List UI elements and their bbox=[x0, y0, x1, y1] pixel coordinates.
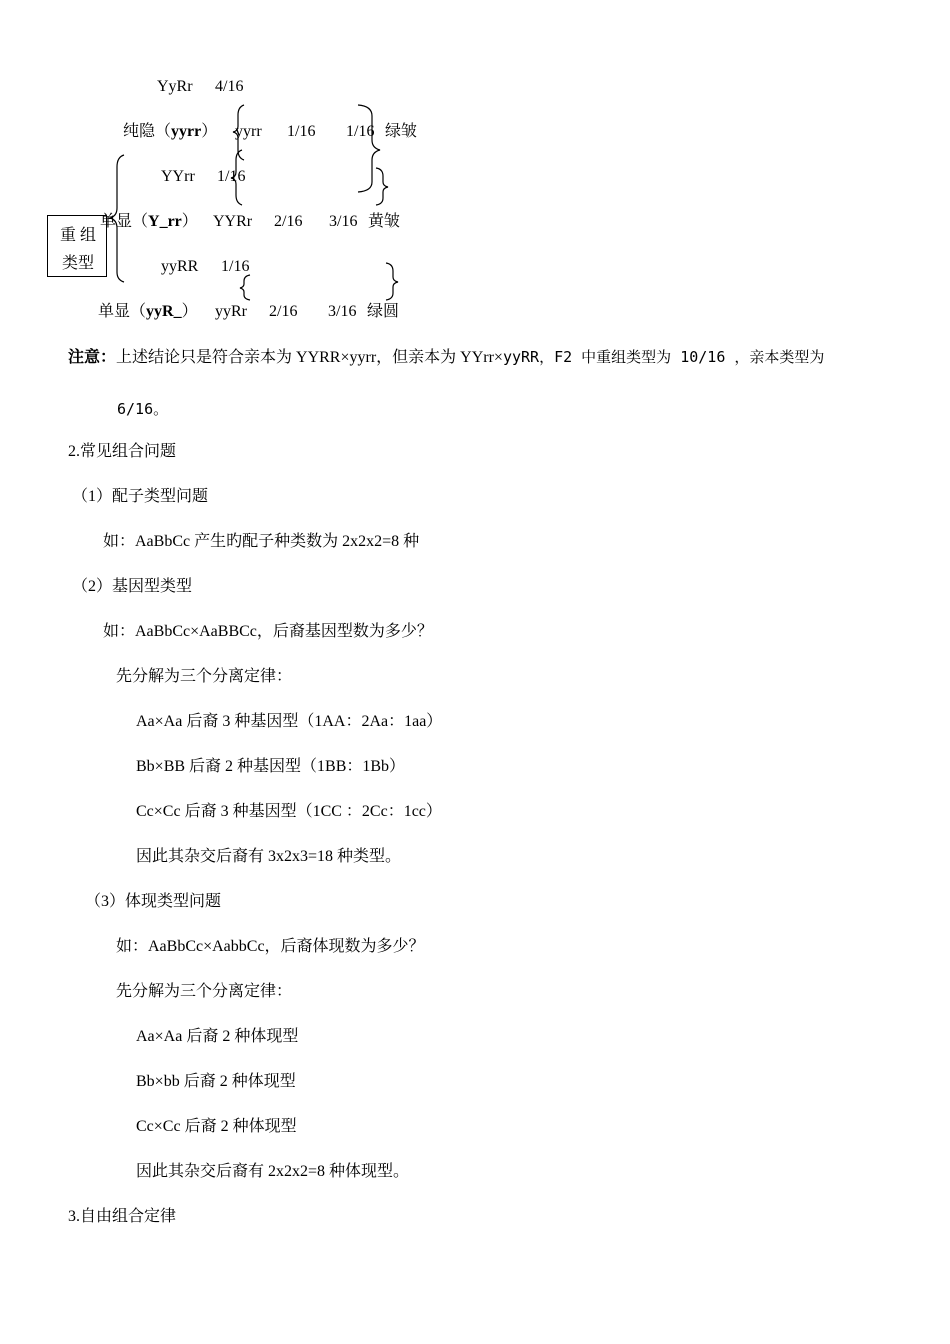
subsection-heading: （1）配子类型问题 bbox=[72, 488, 209, 505]
paragraph: 因此其杂交后裔有 2x2x2=8 种体现型。 bbox=[136, 1163, 410, 1180]
phenotype: 绿圆 bbox=[367, 303, 400, 320]
genotype: YYRr bbox=[213, 213, 253, 230]
note-text-b: yyRR，F2 中重组类型为 10/16 ，亲本类型为 bbox=[502, 348, 825, 366]
genotype: yyRR bbox=[161, 258, 199, 275]
fraction-sum: 1/16 bbox=[346, 123, 375, 140]
paragraph: Cc×Cc 后裔 3 种基因型（1CC ：2Cc：1cc） bbox=[136, 803, 442, 820]
category-label: 单显（Y_rr） bbox=[100, 213, 198, 230]
subsection-heading: （3）体现类型问题 bbox=[85, 893, 222, 910]
fraction-sum: 3/16 bbox=[328, 303, 357, 320]
category-label: 单显（yyR_） bbox=[98, 303, 198, 320]
fraction: 2/16 bbox=[274, 213, 303, 230]
fraction: 1/16 bbox=[287, 123, 316, 140]
note-line bbox=[68, 347, 824, 368]
phenotype: 黄皱 bbox=[368, 213, 401, 230]
note-text-a: 上述结论只是符合亲本为 YYRR×yyrr，但亲本为 YYrr× bbox=[116, 349, 503, 366]
left-brace-icon bbox=[110, 155, 124, 282]
phenotype: 绿皱 bbox=[385, 123, 418, 140]
box-line-1: 重 组 bbox=[59, 227, 96, 244]
paragraph: Bb×BB 后裔 2 种基因型（1BB：1Bb） bbox=[136, 758, 406, 775]
fraction-sum: 3/16 bbox=[329, 213, 358, 230]
paragraph: 如：AaBbCc×AaBBCc，后裔基因型数为多少？ bbox=[103, 623, 433, 640]
fraction: 4/16 bbox=[215, 78, 244, 95]
paragraph: 如：AaBbCc×AabbCc，后裔体现数为多少？ bbox=[116, 938, 425, 955]
genotype: yyrr bbox=[235, 123, 262, 140]
right-brace-icon bbox=[386, 263, 398, 300]
paragraph: Aa×Aa 后裔 2 种体现型 bbox=[136, 1028, 299, 1045]
box-line-2: 类型 bbox=[61, 255, 94, 272]
fraction: 1/16 bbox=[221, 258, 250, 275]
paragraph: 如：AaBbCc 产生旳配子种类数为 2x2x2=8 种 bbox=[103, 533, 420, 550]
left-brace-icon bbox=[240, 275, 250, 300]
fraction: 2/16 bbox=[269, 303, 298, 320]
genotype: yyRr bbox=[215, 303, 247, 320]
right-brace-icon bbox=[376, 168, 388, 205]
paragraph: Bb×bb 后裔 2 种体现型 bbox=[136, 1073, 296, 1090]
category-label: 纯隐（yyrr） bbox=[123, 123, 218, 140]
genotype: YYrr bbox=[161, 168, 195, 185]
section-heading: 3.自由组合定律 bbox=[68, 1208, 177, 1225]
section-heading: 2.常见组合问题 bbox=[68, 443, 177, 460]
note-label: 注意： bbox=[68, 349, 117, 366]
paragraph: 先分解为三个分离定律： bbox=[116, 668, 293, 685]
subsection-heading: （2）基因型类型 bbox=[72, 578, 193, 595]
paragraph: Aa×Aa 后裔 3 种基因型（1AA：2Aa：1aa） bbox=[136, 713, 443, 730]
right-brace-icon bbox=[358, 105, 380, 192]
genotype-yyrr-big: YyRr bbox=[157, 78, 193, 95]
paragraph: 因此其杂交后裔有 3x2x3=18 种类型。 bbox=[136, 848, 402, 865]
note-text-c: 6/16。 bbox=[117, 400, 169, 418]
brace-lines bbox=[0, 0, 950, 340]
paragraph: 先分解为三个分离定律： bbox=[116, 983, 293, 1000]
paragraph: Cc×Cc 后裔 2 种体现型 bbox=[136, 1118, 297, 1135]
fraction: 1/16 bbox=[217, 168, 246, 185]
